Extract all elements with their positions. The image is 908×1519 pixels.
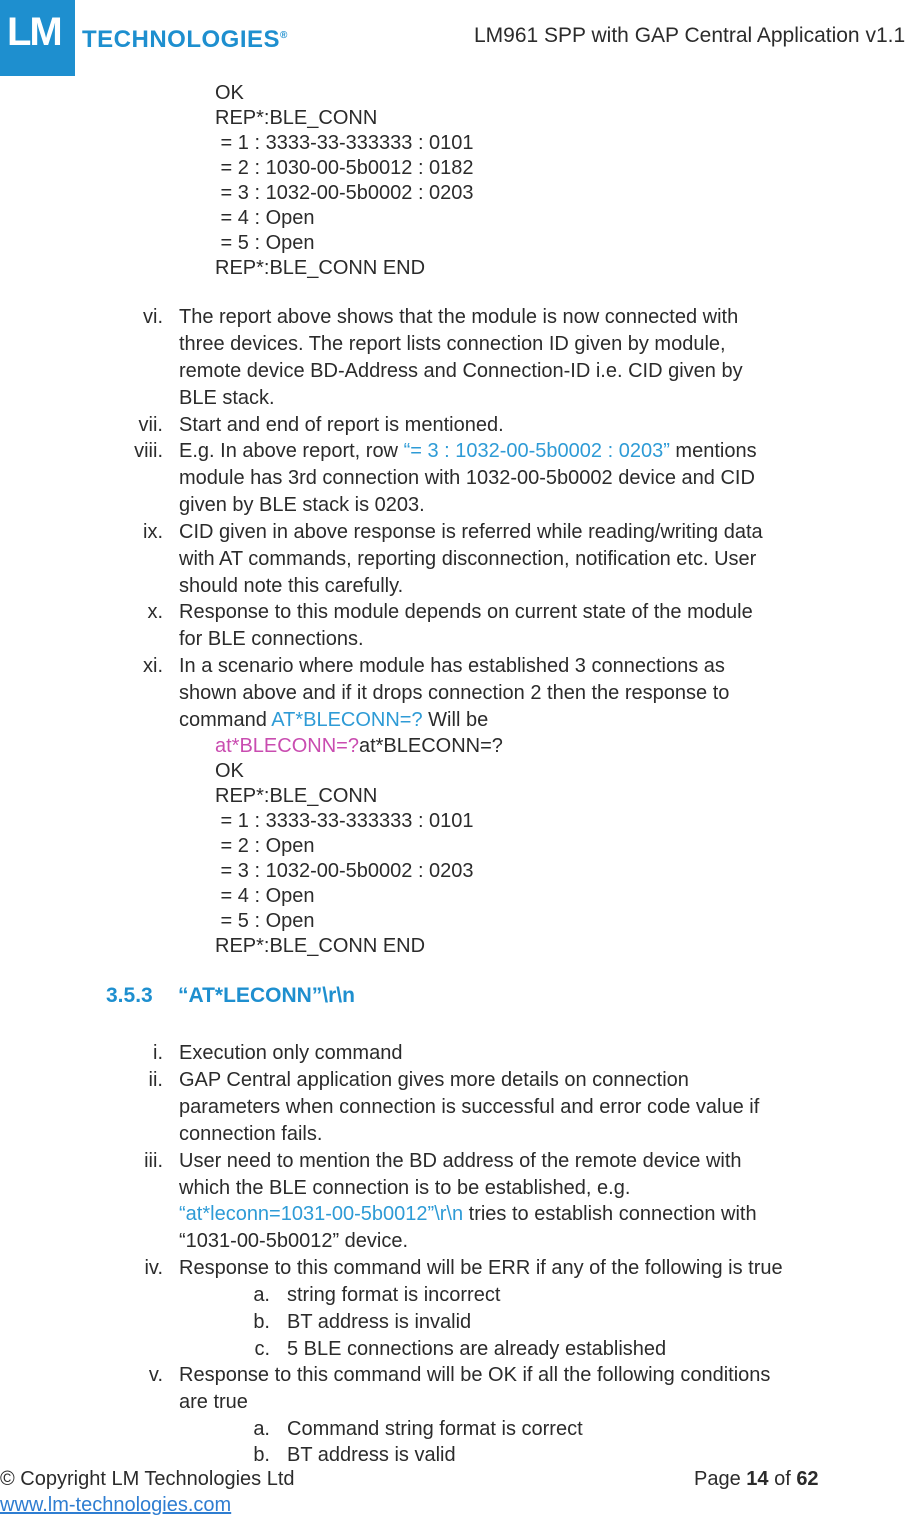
report1-row: = 2 : 1030-00-5b0012 : 0182 — [215, 157, 474, 179]
report1-row: = 3 : 1032-00-5b0002 : 0203 — [215, 182, 474, 204]
list-number: vii. — [138, 414, 163, 436]
list-item-text: module has 3rd connection with 1032-00-5b0002 device and CID — [179, 467, 755, 489]
list-item-text: given by BLE stack is 0203. — [179, 494, 425, 516]
list-item-text: Response to this module depends on current state of the module — [179, 601, 753, 623]
list-item-text: three devices. The report lists connection ID given by module, — [179, 333, 726, 355]
list-number: iii. — [144, 1150, 163, 1172]
sub-list-number: a. — [253, 1418, 270, 1440]
sub-list-item: BT address is invalid — [287, 1311, 472, 1333]
website-link[interactable]: www.lm-technologies.com — [0, 1494, 232, 1516]
report1-row: = 1 : 3333-33-333333 : 0101 — [215, 132, 474, 154]
list-number: iv. — [144, 1257, 163, 1279]
list-number: i. — [153, 1042, 163, 1064]
list-item-text: CID given in above response is referred while reading/writing data — [179, 521, 763, 543]
report2-row: = 5 : Open — [215, 910, 315, 932]
list-item-text: User need to mention the BD address of the remote device with — [179, 1150, 742, 1172]
list-item-text: Response to this command will be ERR if any of the following is true — [179, 1257, 783, 1279]
list-item-text: should note this carefully. — [179, 575, 404, 597]
sub-list-item: 5 BLE connections are already established — [287, 1338, 667, 1360]
report2-start: REP*:BLE_CONN — [215, 785, 378, 807]
report1-ok: OK — [215, 82, 244, 104]
list-item-text: The report above shows that the module is now connected with — [179, 306, 739, 328]
copyright-notice: © Copyright LM Technologies Ltd — [0, 1468, 295, 1490]
list-number: xi. — [143, 655, 163, 677]
list-item-text: BLE stack. — [179, 387, 275, 409]
list-item-text: Execution only command — [179, 1042, 403, 1064]
list-item-text: which the BLE connection is to be established, e.g. — [179, 1177, 631, 1199]
logo-text: TECHNOLOGIES® — [82, 26, 288, 53]
page-number: Page 14 of 62 — [694, 1468, 819, 1490]
list-item-text: shown above and if it drops connection 2 then the response to — [179, 682, 730, 704]
command-echo: at*BLECONN=?at*BLECONN=? — [215, 735, 503, 757]
report2-row: = 4 : Open — [215, 885, 315, 907]
sub-list-number: b. — [253, 1444, 270, 1466]
list-item-text: parameters when connection is successful and error code value if — [179, 1096, 760, 1118]
list-item-text: are true — [179, 1391, 248, 1413]
report2-row: = 1 : 3333-33-333333 : 0101 — [215, 810, 474, 832]
report2-row: = 2 : Open — [215, 835, 315, 857]
list-item-text: connection fails. — [179, 1123, 323, 1145]
report-row-reference: “= 3 : 1032-00-5b0002 : 0203” — [403, 440, 670, 462]
sub-list-number: c. — [254, 1338, 270, 1360]
command-reference: AT*BLECONN=? — [271, 709, 423, 731]
list-item-text: Response to this command will be OK if all the following conditions — [179, 1364, 771, 1386]
list-item-text: “at*leconn=1031-00-5b0012”\r\n tries to establish connection with — [179, 1203, 757, 1225]
list-item-text: with AT commands, reporting disconnection, notification etc. User — [179, 548, 757, 570]
list-number: ix. — [143, 521, 163, 543]
sub-list-item: Command string format is correct — [287, 1418, 583, 1440]
sub-list-number: a. — [253, 1284, 270, 1306]
report1-start: REP*:BLE_CONN — [215, 107, 378, 129]
logo-mark: LM — [0, 0, 75, 76]
list-number: ii. — [148, 1069, 163, 1091]
list-number: vi. — [143, 306, 163, 328]
list-item-text: remote device BD-Address and Connection-ID i.e. CID given by — [179, 360, 743, 382]
report1-row: = 4 : Open — [215, 207, 315, 229]
section-heading: 3.5.3 “AT*LECONN”\r\n — [106, 984, 355, 1007]
report1-end: REP*:BLE_CONN END — [215, 257, 426, 279]
command-example: “at*leconn=1031-00-5b0012”\r\n — [179, 1203, 464, 1225]
list-number: v. — [148, 1364, 163, 1386]
list-item-text: Start and end of report is mentioned. — [179, 414, 504, 436]
list-item-text: In a scenario where module has established 3 connections as — [179, 655, 725, 677]
document-title: LM961 SPP with GAP Central Application v1.1 — [474, 24, 906, 47]
list-item-text: for BLE connections. — [179, 628, 364, 650]
list-number: viii. — [134, 440, 163, 462]
list-item-text: “1031-00-5b0012” device. — [179, 1230, 409, 1252]
list-number: x. — [147, 601, 163, 623]
sub-list-item: string format is incorrect — [287, 1284, 501, 1306]
sub-list-item: BT address is valid — [287, 1444, 456, 1466]
report2-ok: OK — [215, 760, 244, 782]
list-item-text: GAP Central application gives more details on connection — [179, 1069, 689, 1091]
report1-row: = 5 : Open — [215, 232, 315, 254]
report2-row: = 3 : 1032-00-5b0002 : 0203 — [215, 860, 474, 882]
list-item-text: E.g. In above report, row “= 3 : 1032-00-5b0002 : 0203” mentions — [179, 440, 757, 462]
sub-list-number: b. — [253, 1311, 270, 1333]
report2-end: REP*:BLE_CONN END — [215, 935, 426, 957]
list-item-text: command AT*BLECONN=? Will be — [179, 709, 489, 731]
